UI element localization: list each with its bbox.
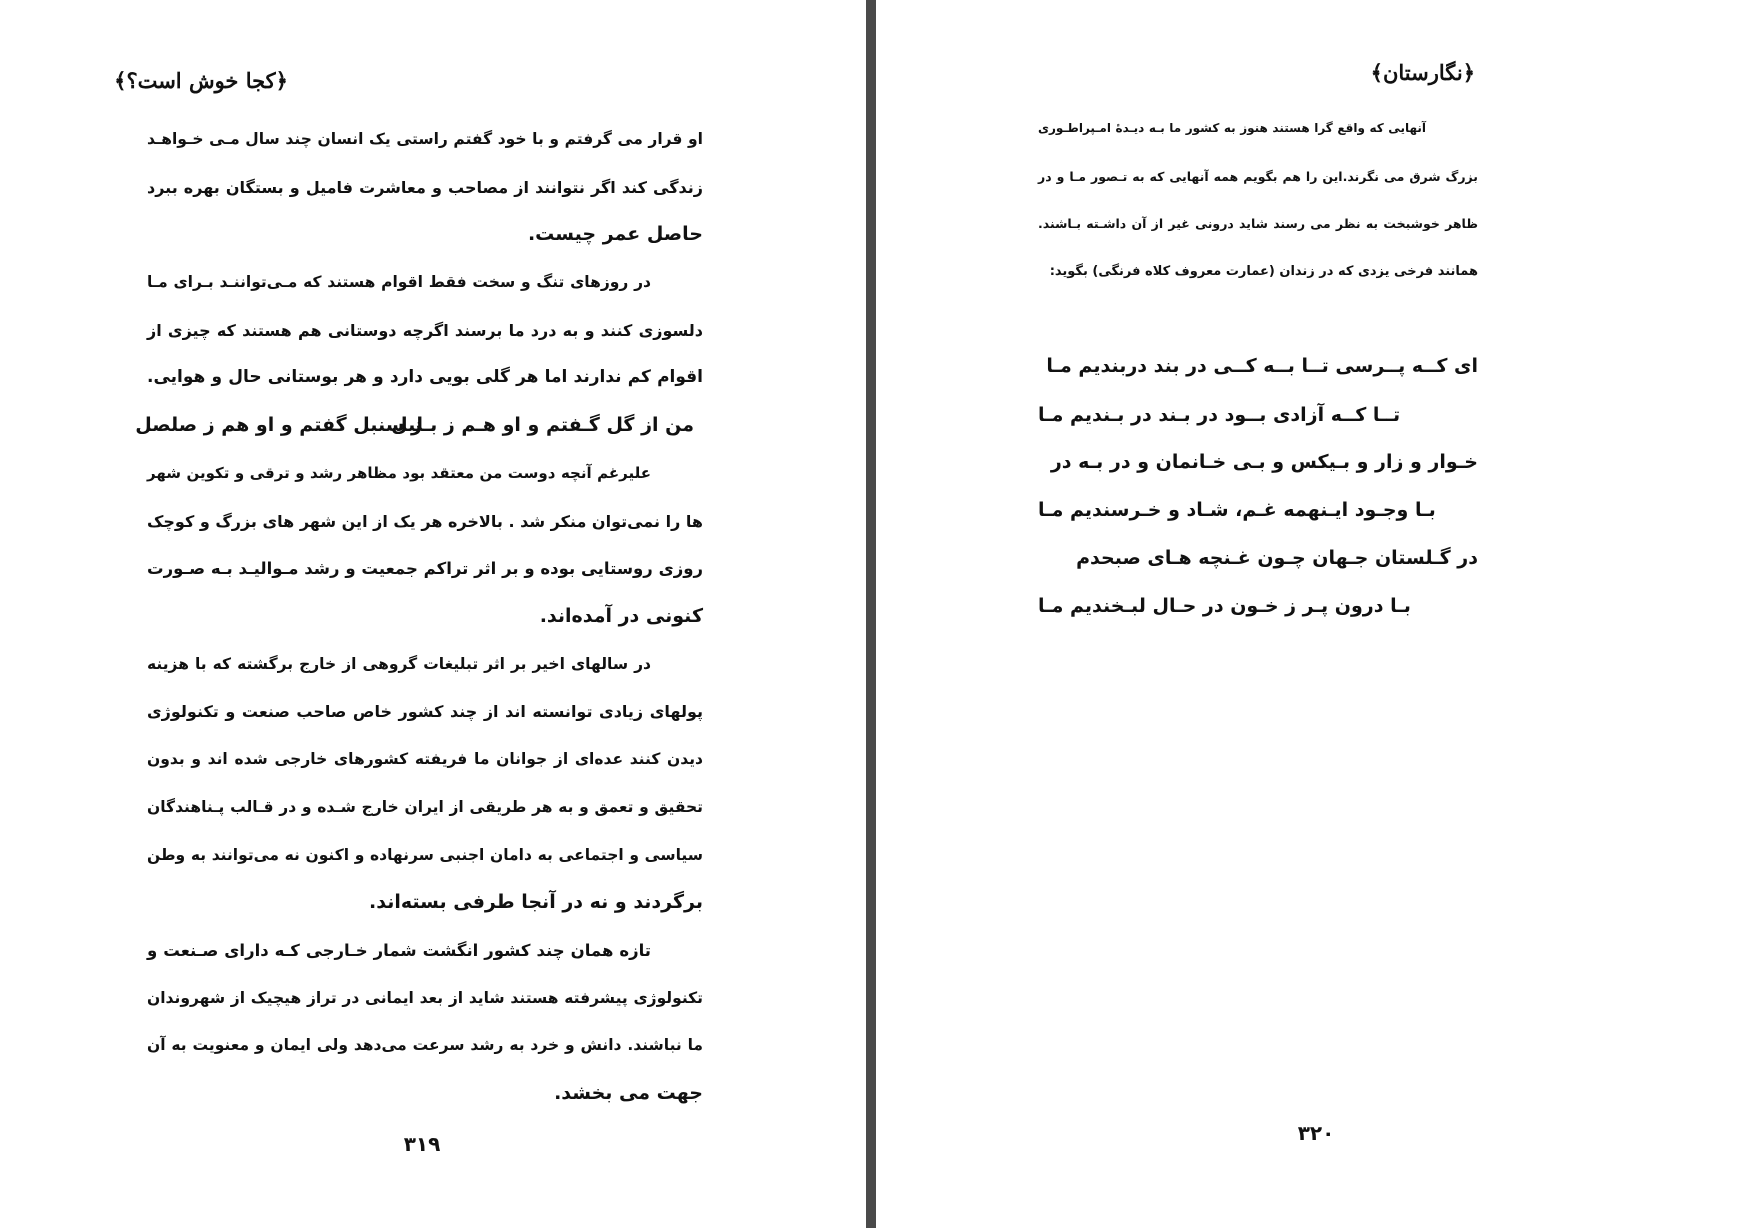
text-line: آنهایی که واقع گرا هستند هنوز به کشور ما بـه دیـدهٔ امـپراطـوری: [1038, 121, 1426, 135]
text-line: اقوام کم ندارند اما هر گلی بویی دارد و هر بوستانی حال و هوایی.: [147, 367, 703, 388]
text-line: علیرغم آنچه دوست من معتقد بود مظاهر رشد و ترقی و تکوین شهر: [147, 464, 651, 482]
page-number-right: ۳۲۰: [1297, 1121, 1335, 1145]
left-page: [0, 0, 866, 1228]
text-line: تکنولوژی پیشرفته هستند شاید از بعد ایمانی در تراز هیچیک از شهروندان: [147, 988, 703, 1007]
poem-line-6: بـا درون پـر ز خـون در حـال لبـخندیم مـا: [1038, 595, 1411, 617]
text-line: ها را نمی‌توان منکر شد . بالاخره هر یک از این شهر های بزرگ و کوچک: [147, 511, 703, 531]
verse-hemistich-1: من از گل گـفتم و او هـم ز بـلبل: [391, 414, 694, 436]
text-line: سیاسی و اجتماعی به دامان اجنبی سرنهاده و اکنون نه می‌توانند به وطن: [147, 845, 703, 864]
text-line: دیدن کنند عده‌ای از جوانان ما فریفته کشورهای خارجی شده اند و بدون: [147, 750, 703, 769]
text-line: بزرگ شرق می نگرند.این را هم بگویم همه آنهایی که به تـصور مـا و در: [1038, 168, 1478, 184]
text-line: همانند فرخی یزدی که در زندان (عمارت معروف کلاه فرنگی) بگوید:: [1049, 264, 1478, 280]
text-line: دلسوزی کنند و به درد ما برسند اگرچه دوستانی هم هستند که چیزی از: [147, 320, 703, 340]
text-line: حاصل عمر چیست.: [527, 223, 703, 246]
text-line: کنونی در آمده‌اند.: [539, 605, 703, 628]
text-line: جهت می بخشد.: [554, 1081, 703, 1104]
poem-line-1: ای کــه پــرسی تــا بــه کــی در بند دربندیم مـا: [1046, 355, 1478, 377]
running-head-left: ﴿کجا خوش است؟﴾: [114, 68, 288, 93]
poem-line-5: در گـلستان جـهان چـون غـنچه هـای صبحدم: [1076, 547, 1478, 569]
running-head-right: ﴿نگارستان﴾: [1370, 60, 1475, 85]
right-page: [876, 0, 1743, 1228]
text-line: تحقیق و تعمق و به هر طریقی از ایران خارج شـده و در قـالب پـناهندگان: [147, 797, 703, 816]
text-block-right: [1038, 105, 1478, 296]
poem-line-2: تــا کــه آزادی بــود در بـند در بـندیم مـا: [1038, 404, 1401, 426]
text-line: پولهای زیادی توانسته اند از چند کشور خاص صاحب صنعت و تکنولوژی: [147, 702, 703, 722]
text-line: تازه همان چند کشور انگشت شمار خـارجی کـه دارای صـنعت و: [147, 940, 651, 960]
text-line: او قرار می گرفتم و با خود گفتم راستی یک انسان چند سال مـی خـواهـد: [147, 130, 703, 148]
text-block-left-2: [147, 450, 703, 1118]
poem-line-3: خـوار و زار و بـیکس و بـی خـانمان و در بـه در: [1050, 451, 1478, 473]
text-line: ما نباشند. دانش و خرد به رشد سرعت می‌دهد ولی ایمان و معنویت به آن: [147, 1036, 703, 1055]
text-line: ظاهر خوشبخت به نظر می رسند شاید درونی غیر از آن داشـته بـاشند.: [1038, 216, 1478, 232]
book-spine: [866, 0, 876, 1228]
text-line: برگردند و نه در آنجا طرفی بسته‌اند.: [369, 891, 703, 914]
text-line: زندگی کند اگر نتوانند از مصاحب و معاشرت فامیل و بستگان بهره ببرد: [147, 177, 703, 197]
text-line: در سالهای اخیر بر اثر تبلیغات گروهی از خارج برگشته که با هزینه: [147, 654, 651, 673]
text-block-left-1: [147, 116, 703, 402]
poem-line-4: بـا وجـود ایـنهمه غـم، شـاد و خـرسندیم مـا: [1038, 499, 1436, 521]
verse-hemistich-2: ز سنبل گفتم و او هم ز صلصل: [135, 414, 422, 436]
page-number-left: ۳۱۹: [403, 1132, 441, 1156]
text-line: روزی روستایی بوده و بر اثر تراکم جمعیت و رشد مـوالیـد بـه صـورت: [147, 559, 703, 579]
text-line: در روزهای تنگ و سخت فقط اقوام هستند که مـی‌تواننـد بـرای مـا: [147, 273, 651, 292]
